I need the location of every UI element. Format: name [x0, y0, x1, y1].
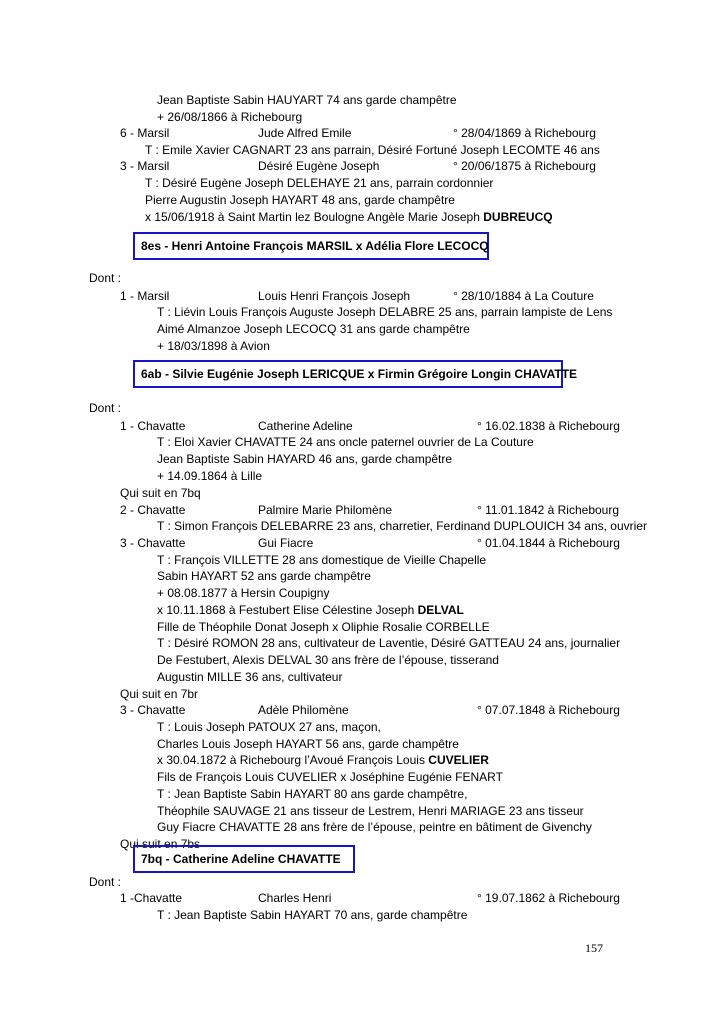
child-entry-name: Palmire Marie Philomène [258, 503, 393, 517]
text-line: Pierre Augustin Joseph HAYART 48 ans, garde champêtre [145, 193, 455, 207]
child-entry-name: Louis Henri François Joseph [258, 289, 411, 303]
text-line: Sabin HAYART 52 ans garde champêtre [157, 569, 371, 583]
child-entry-name: Catherine Adeline [258, 419, 353, 433]
child-entry-number: 6 - Marsil [120, 126, 170, 140]
child-entry-number: 1 - Marsil [120, 289, 170, 303]
child-entry-birth: ° 28/04/1869 à Richebourg [453, 126, 596, 140]
text-line: Jean Baptiste Sabin HAUYART 74 ans garde champêtre [157, 93, 457, 107]
text-line: De Festubert, Alexis DELVAL 30 ans frère de l’épouse, tisserand [157, 653, 499, 667]
child-entry-birth: ° 20/06/1875 à Richebourg [453, 159, 596, 173]
child-entry-number: 3 - Marsil [120, 159, 170, 173]
child-entry-birth: ° 07.07.1848 à Richebourg [477, 703, 620, 717]
child-entry-name: Adèle Philomène [258, 703, 349, 717]
child-entry-name: Charles Henri [258, 891, 332, 905]
child-entry-name: Jude Alfred Emile [258, 126, 352, 140]
text-line: Jean Baptiste Sabin HAYARD 46 ans, garde champêtre [157, 452, 453, 466]
text-line: Fille de Théophile Donat Joseph x Oliphie Rosalie CORBELLE [157, 620, 490, 634]
text-line: + 18/03/1898 à Avion [157, 339, 270, 353]
child-entry-number: 3 - Chavatte [120, 703, 186, 717]
child-entry-name: Désiré Eugène Joseph [258, 159, 380, 173]
text-line: T : Jean Baptiste Sabin HAYART 80 ans garde champêtre, [157, 787, 468, 801]
text-run: x 10.11.1868 à Festubert Elise Célestine Joseph [157, 603, 418, 617]
child-entry-number: 1 -Chavatte [120, 891, 183, 905]
child-entry-number: 2 - Chavatte [120, 503, 186, 517]
text-run: x 30.04.1872 à Richebourg l’Avoué François Louis [157, 753, 429, 767]
text-line: T : Désiré Eugène Joseph DELEHAYE 21 ans, parrain cordonnier [145, 176, 494, 190]
child-entry-birth: ° 16.02.1838 à Richebourg [477, 419, 620, 433]
text-line [145, 209, 553, 226]
dont-label: Dont : [89, 401, 122, 415]
child-entry-name: Gui Fiacre [258, 536, 314, 550]
text-line: Augustin MILLE 36 ans, cultivateur [157, 670, 343, 684]
text-line: T : Désiré ROMON 28 ans, cultivateur de Laventie, Désiré GATTEAU 24 ans, journalier [157, 636, 621, 650]
child-entry-number: 1 - Chavatte [120, 419, 186, 433]
child-entry-birth: ° 28/10/1884 à La Couture [453, 289, 594, 303]
text-line: T : Liévin Louis François Auguste Joseph DELABRE 25 ans, parrain lampiste de Lens [157, 305, 613, 319]
child-entry-birth: ° 11.01.1842 à Richebourg [477, 503, 620, 517]
surname-bold: CUVELIER [428, 753, 489, 767]
follow-up-note: Qui suit en 7bs [120, 837, 201, 851]
text-line: T : Jean Baptiste Sabin HAYART 70 ans, garde champêtre [157, 908, 468, 922]
text-line: T : Simon François DELEBARRE 23 ans, charretier, Ferdinand DUPLOUICH 34 ans, ouvrier [157, 519, 647, 533]
surname-bold: DUBREUCQ [483, 210, 553, 224]
text-line: T : Eloi Xavier CHAVATTE 24 ans oncle paternel ouvrier de La Couture [157, 435, 534, 449]
text-line: + 26/08/1866 à Richebourg [157, 110, 303, 124]
child-entry-birth: ° 19.07.1862 à Richebourg [477, 891, 620, 905]
text-line: T : François VILLETTE 28 ans domestique de Vieille Chapelle [157, 553, 487, 567]
surname-bold: DELVAL [417, 603, 464, 617]
dont-label: Dont : [89, 875, 122, 889]
follow-up-note: Qui suit en 7br [120, 687, 199, 701]
page-number: 157 [585, 941, 603, 955]
text-line: T : Emile Xavier CAGNART 23 ans parrain, Désiré Fortuné Joseph LECOMTE 46 ans [145, 143, 600, 157]
child-entry-number: 3 - Chavatte [120, 536, 186, 550]
follow-up-note: Qui suit en 7bq [120, 486, 201, 500]
text-line: Aimé Almanzoe Joseph LECOCQ 31 ans garde champêtre [157, 322, 470, 336]
family-heading-box: 8es - Henri Antoine François MARSIL x Adélia Flore LECOCQ [133, 232, 489, 260]
text-line [157, 602, 464, 619]
family-heading-box: 6ab - Silvie Eugénie Joseph LERICQUE x Firmin Grégoire Longin CHAVATTE [133, 360, 563, 388]
text-line: Charles Louis Joseph HAYART 56 ans, garde champêtre [157, 737, 459, 751]
dont-label: Dont : [89, 271, 122, 285]
text-run: x 15/06/1918 à Saint Martin lez Boulogne Angèle Marie Joseph [145, 210, 484, 224]
text-line: T : Louis Joseph PATOUX 27 ans, maçon, [157, 720, 381, 734]
text-line [157, 752, 489, 769]
text-line: Théophile SAUVAGE 21 ans tisseur de Lestrem, Henri MARIAGE 23 ans tisseur [157, 804, 584, 818]
text-line: Fils de François Louis CUVELIER x Joséphine Eugénie FENART [157, 770, 503, 784]
family-heading-box: 7bq - Catherine Adeline CHAVATTE [133, 845, 355, 873]
text-line: + 08.08.1877 à Hersin Coupigny [157, 586, 330, 600]
text-line: Guy Fiacre CHAVATTE 28 ans frère de l’épouse, peintre en bâtiment de Givenchy [157, 820, 592, 834]
text-line: + 14.09.1864 à Lille [157, 469, 263, 483]
child-entry-birth: ° 01.04.1844 à Richebourg [477, 536, 620, 550]
